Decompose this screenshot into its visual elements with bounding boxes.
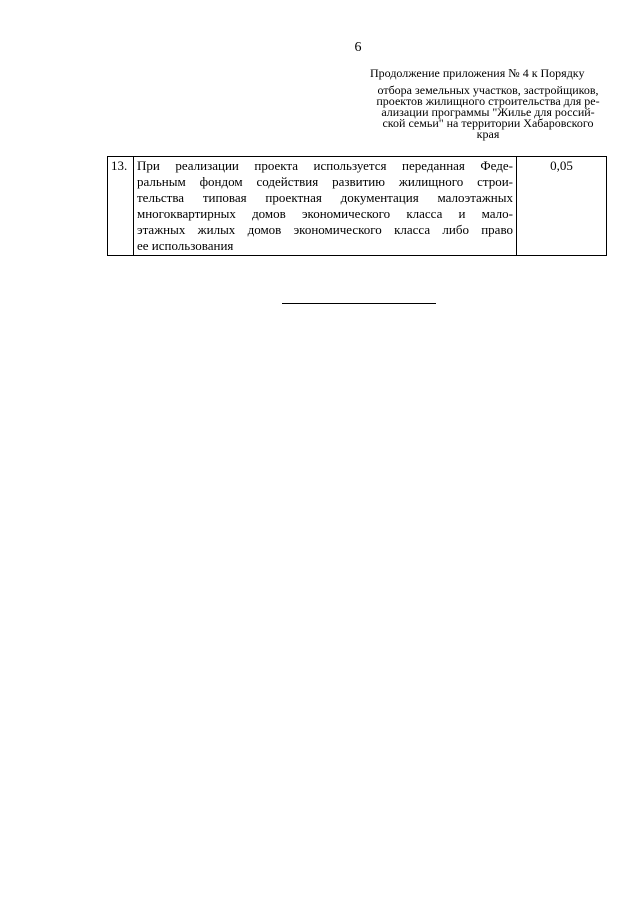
subtitle-line: проектов жилищного строительства для ре- xyxy=(376,94,600,108)
criterion-score: 0,05 xyxy=(517,157,607,256)
appendix-subtitle xyxy=(366,85,610,140)
criterion-line: При реализации проекта используется переданная Феде- xyxy=(137,158,513,173)
subtitle-line: ализации программы "Жилье для россий- xyxy=(381,105,595,119)
criterion-text xyxy=(134,157,517,256)
subtitle-line: ской семьи" на территории Хабаровского xyxy=(382,116,594,130)
table-row xyxy=(108,157,607,256)
appendix-title: Продолжение приложения № 4 к Порядку xyxy=(370,66,585,80)
page-number: 6 xyxy=(354,40,362,55)
criterion-line: многоквартирных домов экономического класса и мало- xyxy=(137,206,513,221)
row-number: 13. xyxy=(108,157,134,256)
subtitle-line: края xyxy=(476,127,500,141)
criterion-line: ральным фондом содействия развитию жилищного строи- xyxy=(137,174,513,189)
end-divider xyxy=(282,303,436,304)
subtitle-line: отбора земельных участков, застройщиков, xyxy=(377,83,599,97)
criterion-line: тельства типовая проектная документация малоэтажных xyxy=(137,190,513,205)
criterion-line: ее использования xyxy=(137,238,234,253)
criteria-table xyxy=(107,156,607,256)
criterion-line: этажных жилых домов экономического класса либо право xyxy=(137,222,513,237)
